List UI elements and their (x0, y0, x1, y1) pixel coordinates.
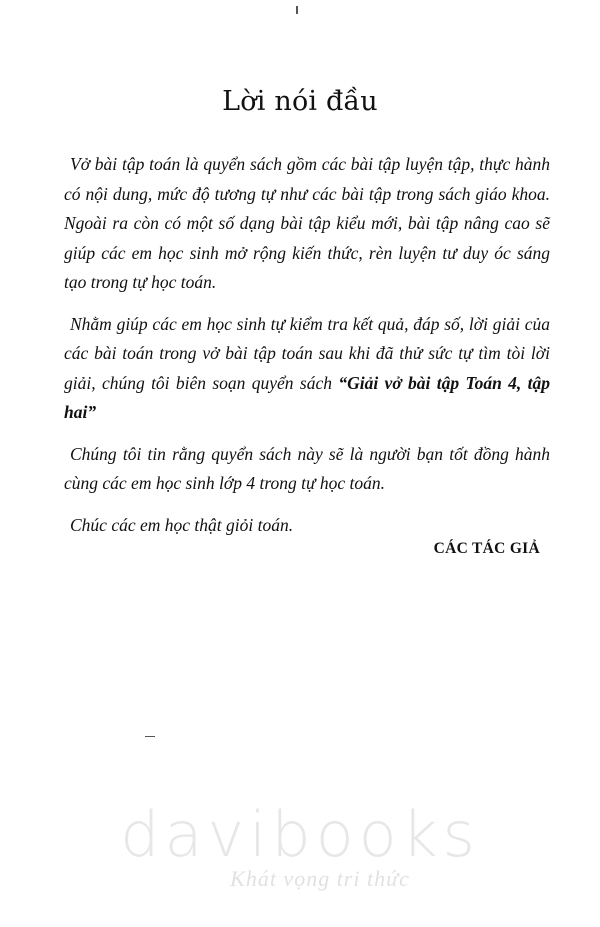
preface-body (64, 150, 550, 552)
book-title: “Giải vở bài tập Toán 4, tập hai” (64, 372, 550, 422)
paragraph-intro: Vở bài tập toán là quyển sách gồm các bài tập luyện tập, thực hành có nội dung, mức độ tương tự như các bài tập trong sách giáo khoa. Ngoài ra còn có một số dạng bài tập kiểu mới, bài tập nâng cao sẽ giúp các em học sinh mở rộng kiến thức, rèn luyện tư duy óc sáng tạo trong tự học toán. (64, 154, 550, 292)
paragraph-purpose-text: Nhằm giúp các em học sinh tự kiểm tra kết quả, đáp số, lời giải của các bài toán trong vở bài tập toán sau khi đã thử sức tự tìm tòi lời giải, chúng tôi biên soạn quyển sách (64, 313, 550, 393)
watermark-logo: davibooks (120, 798, 480, 871)
paragraph-wish: Chúc các em học thật giỏi toán. (70, 514, 294, 535)
author-signature: CÁC TÁC GIẢ (433, 540, 540, 557)
watermark (0, 800, 600, 892)
scan-speck (296, 6, 298, 14)
scan-speck (145, 736, 155, 737)
watermark-tagline: Khát vọng tri thức (230, 866, 410, 891)
paragraph-belief: Chúng tôi tin rằng quyển sách này sẽ là người bạn tốt đồng hành cùng các em học sinh lớp 4 trong tự học toán. (64, 443, 550, 493)
paragraph-purpose (64, 310, 550, 428)
page-title: Lời nói đầu (222, 86, 378, 117)
